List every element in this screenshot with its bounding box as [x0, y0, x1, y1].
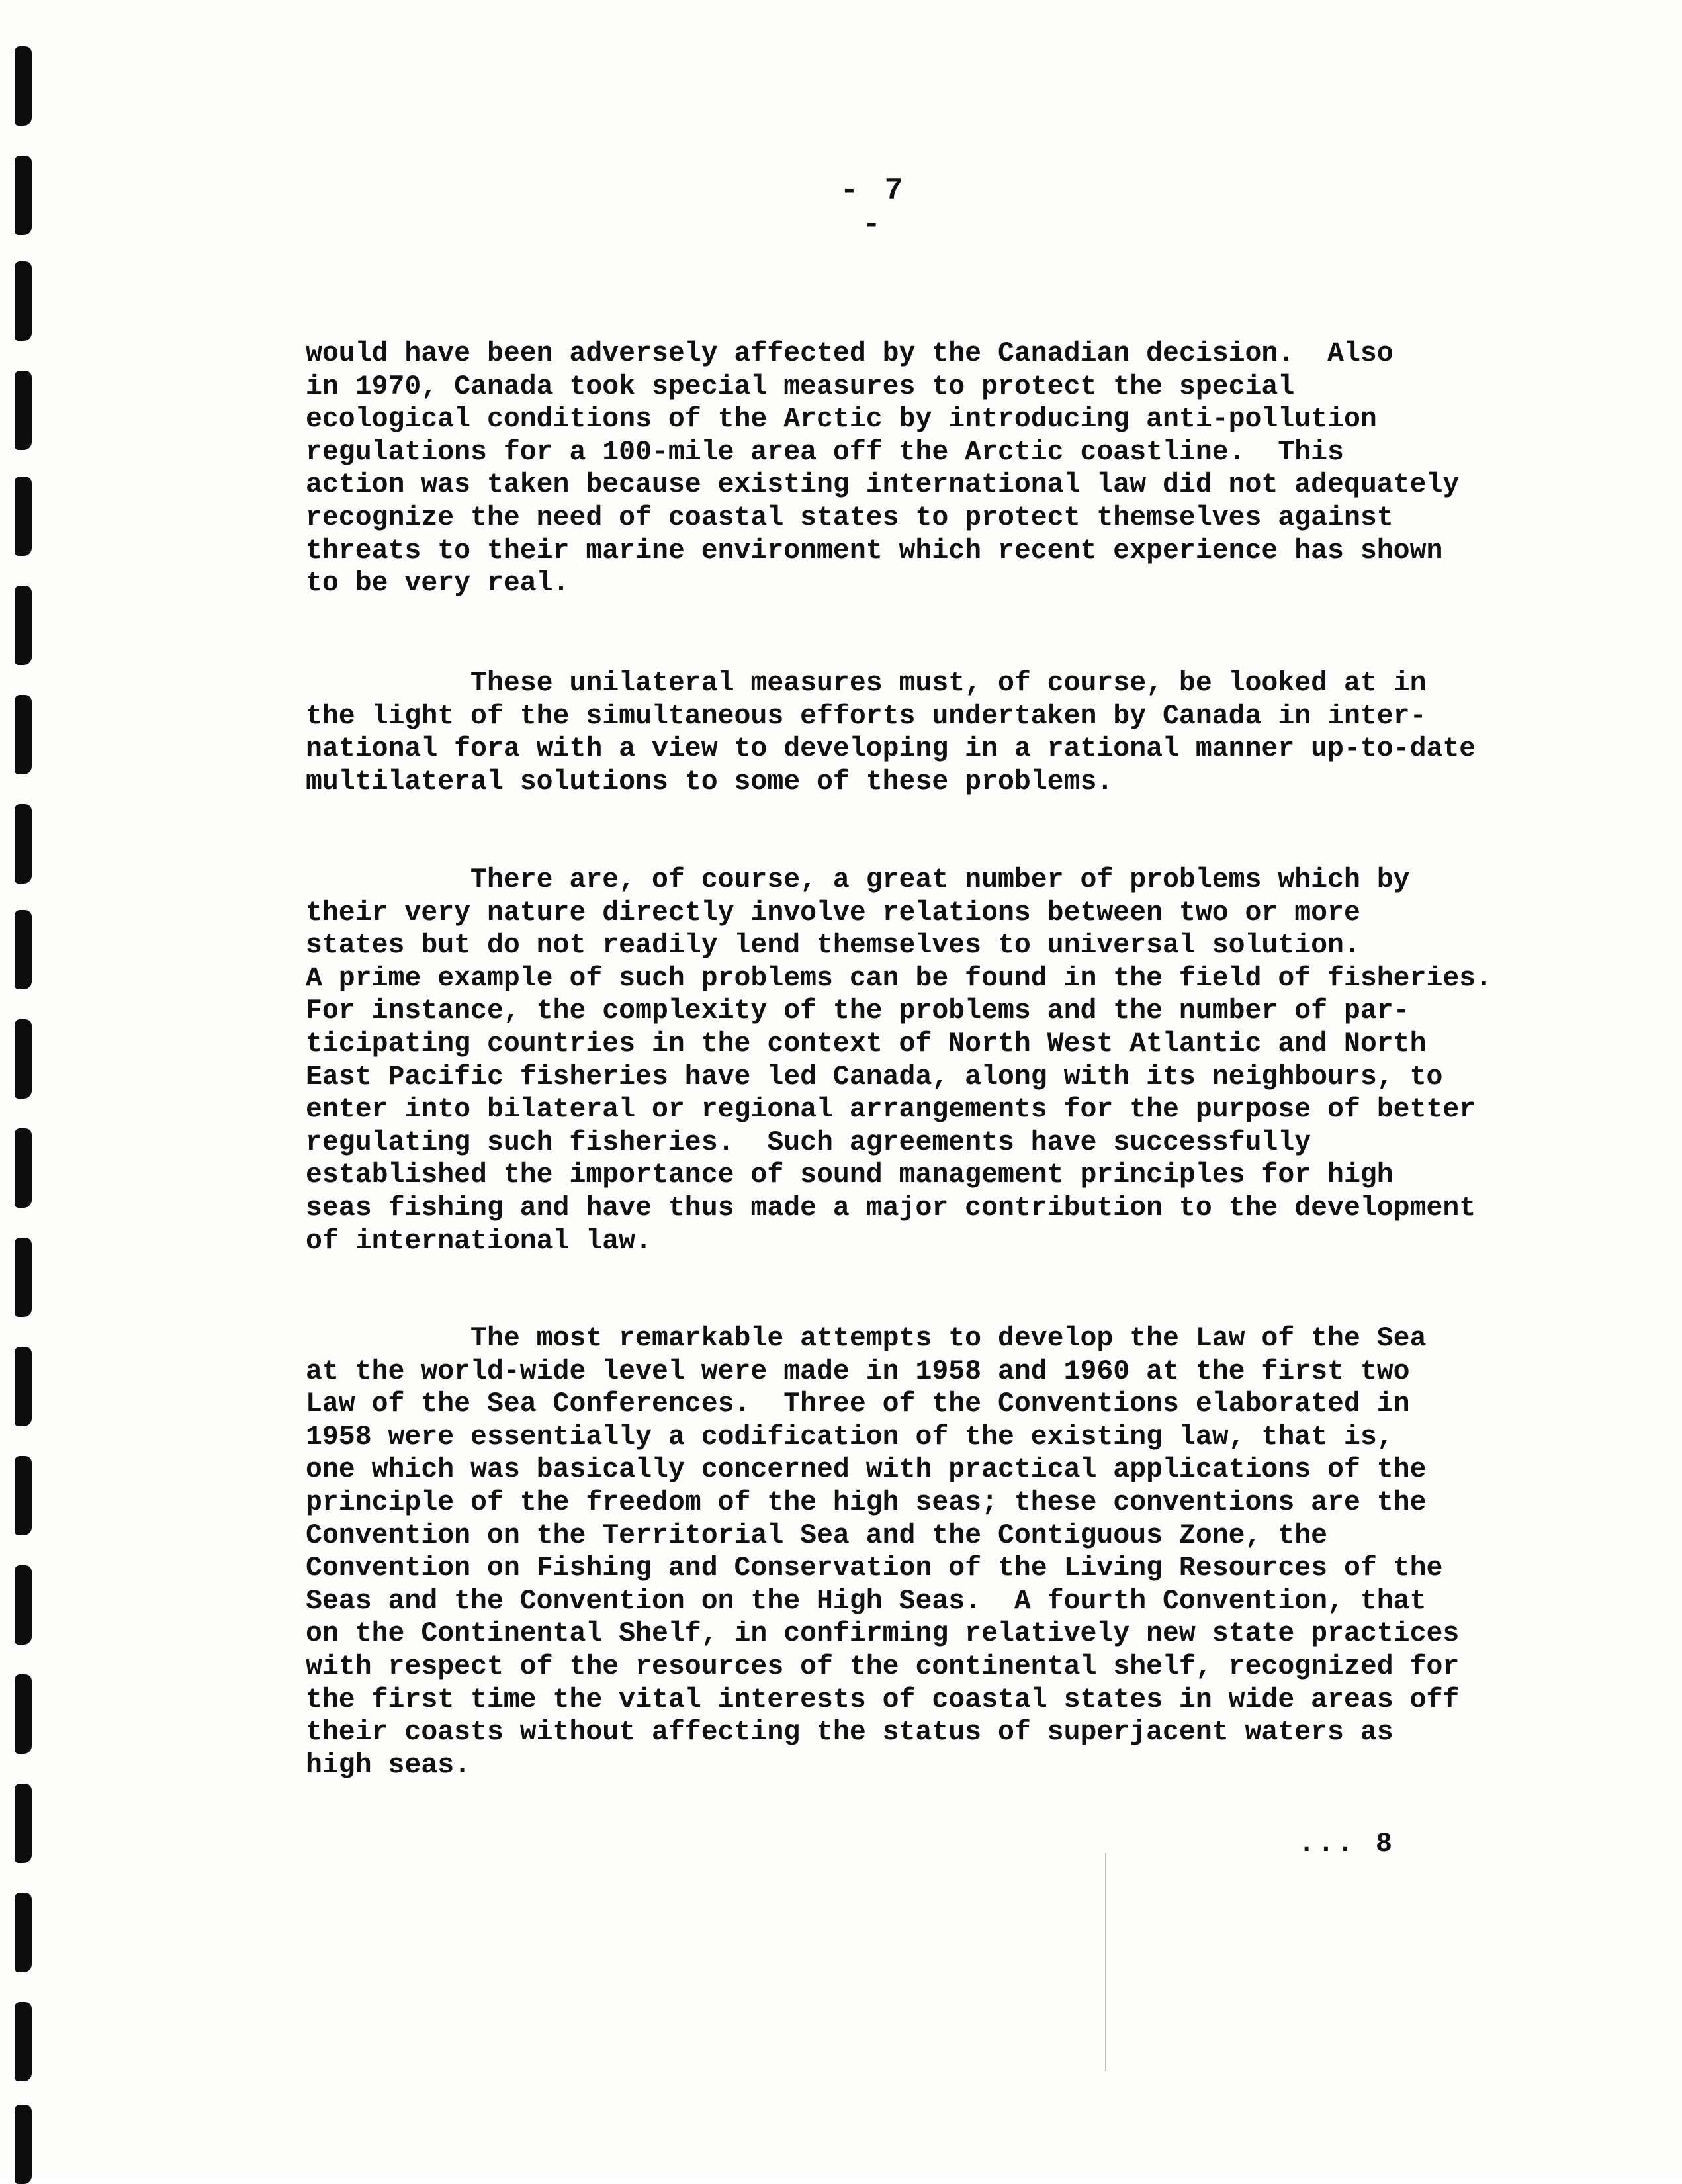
- text-line: ecological conditions of the Arctic by introducing anti-pollution: [306, 404, 1377, 435]
- text-line: The most remarkable attempts to develop the Law of the Sea: [306, 1323, 1427, 1354]
- text-line: on the Continental Shelf, in confirming relatively new state practices: [306, 1618, 1460, 1650]
- binder-hole-mark: [15, 586, 32, 665]
- binder-hole-mark: [15, 46, 32, 126]
- paragraph: [306, 1322, 1510, 1782]
- text-line: regulating such fisheries. Such agreements have successfully: [306, 1126, 1311, 1158]
- text-line: A prime example of such problems can be found in the field of fisheries.: [306, 962, 1493, 994]
- binder-hole-mark: [15, 1674, 32, 1754]
- text-line: 1958 were essentially a codification of the existing law, that is,: [306, 1421, 1394, 1453]
- text-line: ticipating countries in the context of North West Atlantic and North: [306, 1028, 1427, 1060]
- text-line: seas fishing and have thus made a major contribution to the development: [306, 1192, 1476, 1224]
- text-line: high seas.: [306, 1749, 471, 1781]
- binder-hole-mark: [15, 371, 32, 450]
- text-line: action was taken because existing international law did not adequately: [306, 469, 1460, 501]
- binder-hole-mark: [15, 1128, 32, 1208]
- text-line: enter into bilateral or regional arrangements for the purpose of better: [306, 1094, 1476, 1126]
- text-line: Seas and the Convention on the High Seas. A fourth Convention, that: [306, 1585, 1427, 1617]
- binder-hole-mark: [15, 477, 32, 556]
- paragraph: [306, 864, 1510, 1257]
- binder-hole-mark: [15, 695, 32, 774]
- text-line: regulations for a 100-mile area off the Arctic coastline. This: [306, 436, 1344, 468]
- binder-hole-mark: [15, 1893, 32, 1972]
- text-line: the light of the simultaneous efforts undertaken by Canada in inter-: [306, 700, 1427, 732]
- continuation-marker: ... 8: [1298, 1828, 1395, 1860]
- text-line: would have been adversely affected by the Canadian decision. Also: [306, 338, 1394, 369]
- text-line: Convention on Fishing and Conservation of the Living Resources of the: [306, 1553, 1443, 1584]
- binder-hole-mark: [15, 2002, 32, 2081]
- binder-hole-mark: [15, 1784, 32, 1863]
- binder-hole-mark: [15, 1456, 32, 1535]
- text-line: to be very real.: [306, 568, 570, 600]
- binder-hole-mark: [15, 1347, 32, 1426]
- text-line: states but do not readily lend themselves to universal solution.: [306, 930, 1360, 962]
- paragraph: [306, 667, 1510, 798]
- page-number: - 7 -: [840, 173, 907, 242]
- text-line: at the world-wide level were made in 1958 and 1960 at the first two: [306, 1355, 1410, 1387]
- text-line: national fora with a view to developing in a rational manner up-to-date: [306, 733, 1476, 765]
- text-line: Convention on the Territorial Sea and the Contiguous Zone, the: [306, 1520, 1328, 1551]
- text-line: principle of the freedom of the high seas; these conventions are the: [306, 1486, 1427, 1518]
- text-line: For instance, the complexity of the problems and the number of par-: [306, 995, 1410, 1027]
- paragraph: [306, 338, 1510, 600]
- text-line: the first time the vital interests of coastal states in wide areas off: [306, 1684, 1460, 1715]
- text-line: There are, of course, a great number of problems which by: [306, 864, 1410, 895]
- text-line: Law of the Sea Conferences. Three of the Conventions elaborated in: [306, 1388, 1410, 1420]
- text-line: established the importance of sound management principles for high: [306, 1160, 1394, 1191]
- binder-hole-mark: [15, 1019, 32, 1099]
- binder-hole-mark: [15, 804, 32, 884]
- binder-hole-mark: [15, 1238, 32, 1317]
- text-line: threats to their marine environment which recent experience has shown: [306, 535, 1443, 567]
- binder-hole-mark: [15, 261, 32, 341]
- text-line: in 1970, Canada took special measures to protect the special: [306, 371, 1295, 402]
- text-line: multilateral solutions to some of these problems.: [306, 766, 1114, 797]
- text-line: These unilateral measures must, of course, be looked at in: [306, 668, 1427, 699]
- text-line: East Pacific fisheries have led Canada, along with its neighbours, to: [306, 1061, 1443, 1093]
- binder-hole-mark: [15, 910, 32, 989]
- binder-hole-mark: [15, 2105, 32, 2184]
- text-line: with respect of the resources of the continental shelf, recognized for: [306, 1651, 1460, 1682]
- text-line: recognize the need of coastal states to protect themselves against: [306, 502, 1394, 533]
- text-line: their very nature directly involve relations between two or more: [306, 897, 1360, 929]
- binder-hole-mark: [15, 156, 32, 235]
- binder-hole-mark: [15, 1565, 32, 1645]
- margin-rule: [1105, 1853, 1106, 2071]
- text-line: one which was basically concerned with practical applications of the: [306, 1454, 1427, 1486]
- text-line: of international law.: [306, 1225, 652, 1257]
- text-line: their coasts without affecting the status of superjacent waters as: [306, 1717, 1394, 1749]
